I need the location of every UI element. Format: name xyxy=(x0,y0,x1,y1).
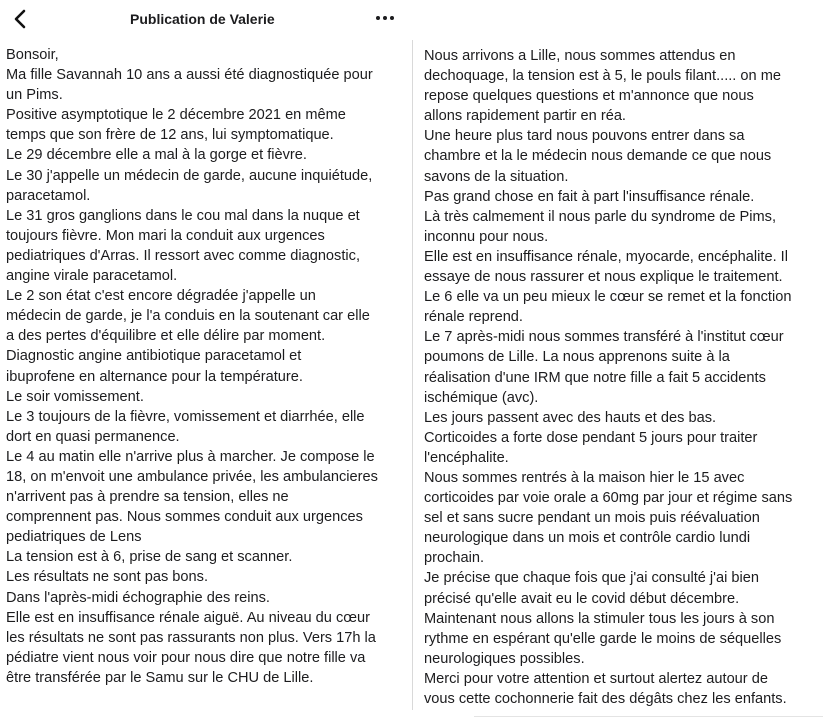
post-text-line: Positive asymptotique le 2 décembre 2021 en même xyxy=(6,107,346,124)
post-text-line: Bonsoir, xyxy=(6,47,59,63)
post-text-line: précisé qu'elle avait eu le covid début décembre. xyxy=(424,590,740,607)
post-text-line: Le 31 gros ganglions dans le cou mal dans la nuque et xyxy=(6,207,360,224)
post-text-line: corticoides par voie orale a 60mg par jour et régime sans xyxy=(424,490,793,507)
post-text-line: Merci pour votre attention et surtout alertez autour de xyxy=(424,670,768,687)
post-text-line: inconnu pour nous. xyxy=(424,228,549,245)
post-text-line: vous cette cochonnerie fait des dégâts chez les enfants. xyxy=(424,691,787,707)
post-text-line: Je précise que chaque fois que j'ai consulté j'ai bien xyxy=(424,570,759,587)
post-text-line: repose quelques questions et m'annonce que nous xyxy=(424,88,754,105)
post-text-line: dort en quasi permanence. xyxy=(6,428,180,445)
post-text-line: rythme en espérant qu'elle garde le moins de séquelles xyxy=(424,630,782,647)
post-text-line: Le 2 son état c'est encore dégradée j'appelle un xyxy=(6,288,316,305)
post-text-line: ischémique (avc). xyxy=(424,389,539,406)
post-text-line: Le 29 décembre elle a mal à la gorge et fièvre. xyxy=(6,147,307,164)
post-text-line: Le 3 toujours de la fièvre, vomissement et diarrhée, elle xyxy=(6,408,365,425)
post-text-line: pediatriques de Lens xyxy=(6,529,142,546)
post-text-line: Le soir vomissement. xyxy=(6,388,144,405)
column-divider xyxy=(412,40,413,710)
post-text-line: ibuprofene en alternance pour la température. xyxy=(6,368,303,385)
post-text-line: Maintenant nous allons la stimuler tous les jours à son xyxy=(424,610,775,627)
ellipsis-icon-dot xyxy=(383,16,387,20)
post-text-line: essaye de nous rassurer et nous explique le traitement. xyxy=(424,269,783,286)
post-text-line: Pas grand chose en fait à part l'insuffisance rénale. xyxy=(424,188,755,205)
post-text-line: Diagnostic angine antibiotique paracetamol et xyxy=(6,348,302,365)
page-title: Publication de Valerie xyxy=(130,11,275,27)
ellipsis-icon xyxy=(376,16,380,20)
bottom-separator xyxy=(474,716,823,717)
post-text-line: angine virale paracetamol. xyxy=(6,268,178,285)
post-text-line: toujours fièvre. Mon mari la conduit aux urgences xyxy=(6,227,325,244)
back-button[interactable] xyxy=(8,6,32,32)
post-text-line: réalisation d'une IRM que notre fille a fait 5 accidents xyxy=(424,369,766,386)
post-text-line: temps que son frère de 12 ans, lui symptomatique. xyxy=(6,127,334,144)
post-text-line: n'arrivent pas à prendre sa tension, elles ne xyxy=(6,489,289,506)
post-text-line: neurologique dans un mois et contrôle cardio lundi xyxy=(424,530,751,547)
post-text-line: rénale reprend. xyxy=(424,309,523,326)
post-text-line: pédiatre vient nous voir pour nous dire que notre fille va xyxy=(6,649,366,666)
post-text-line: Elle est en insuffisance rénale, myocarde, encéphalite. Il xyxy=(424,248,788,265)
post-text-line: dechoquage, la tension est à 5, le pouls filant..... on me xyxy=(424,68,781,85)
post-text-line: Le 30 j'appelle un médecin de garde, aucune inquiétude, xyxy=(6,167,373,184)
post-text-line: les résultats ne sont pas rassurants non plus. Vers 17h la xyxy=(6,629,376,646)
post-text-line: Ma fille Savannah 10 ans a aussi été diagnostiquée pour xyxy=(6,67,373,84)
post-text-line: médecin de garde, je l'a conduis en la soutenant car elle xyxy=(6,308,370,325)
post-text-line: un Pims. xyxy=(6,87,63,104)
post-text-left-column xyxy=(6,45,409,688)
post-text-line: Dans l'après-midi échographie des reins. xyxy=(6,589,270,606)
post-text-line: être transférée par le Samu sur le CHU de Lille. xyxy=(6,669,314,686)
ellipsis-icon-dot xyxy=(390,16,394,20)
post-text-line: 18, on m'envoit une ambulance privée, les ambulancieres xyxy=(6,468,378,485)
post-text-line: allons rapidement partir en réa. xyxy=(424,108,626,125)
more-options-button[interactable] xyxy=(372,8,398,28)
post-text-line: comprennent pas. Nous sommes conduit aux urgences xyxy=(6,509,363,526)
post-text-line: l'encéphalite. xyxy=(424,449,509,466)
post-text-line: Le 4 au matin elle n'arrive plus à marcher. Je compose le xyxy=(6,448,375,465)
post-text-line: savons de la situation. xyxy=(424,168,569,185)
post-text-line: sel et sans sucre pendant un mois puis réévaluation xyxy=(424,510,760,527)
post-text-line: Les résultats ne sont pas bons. xyxy=(6,569,209,586)
post-text-line: Corticoides a forte dose pendant 5 jours pour traiter xyxy=(424,429,758,446)
post-text-right-column xyxy=(424,46,821,709)
post-text-line: pediatriques d'Arras. Il ressort avec comme diagnostic, xyxy=(6,247,360,264)
post-text-line: Nous arrivons a Lille, nous sommes attendus en xyxy=(424,48,736,64)
post-text-line: Les jours passent avec des hauts et des bas. xyxy=(424,409,717,426)
post-text-line: paracetamol. xyxy=(6,187,91,204)
post-text-line: poumons de Lille. La nous apprenons suite à la xyxy=(424,349,730,366)
post-text-line: Le 6 elle va un peu mieux le cœur se remet et la fonction xyxy=(424,289,792,306)
post-text-line: Nous sommes rentrés à la maison hier le 15 avec xyxy=(424,469,745,486)
post-text-line: chambre et la le médecin nous demande ce que nous xyxy=(424,148,772,165)
top-bar xyxy=(0,0,410,40)
post-text-line: prochain. xyxy=(424,550,485,567)
post-text-line: Le 7 après-midi nous sommes transféré à l'institut cœur xyxy=(424,329,784,346)
post-text-line: Là très calmement il nous parle du syndrome de Pims, xyxy=(424,208,777,225)
post-text-line: neurologiques possibles. xyxy=(424,650,585,667)
post-text-line: Elle est en insuffisance rénale aiguë. Au niveau du cœur xyxy=(6,609,370,626)
post-text-line: a des pertes d'équilibre et elle délire par moment. xyxy=(6,328,326,345)
post-text-line: Une heure plus tard nous pouvons entrer dans sa xyxy=(424,128,745,145)
post-text-line: La tension est à 6, prise de sang et scanner. xyxy=(6,549,293,566)
chevron-left-icon xyxy=(13,9,27,29)
